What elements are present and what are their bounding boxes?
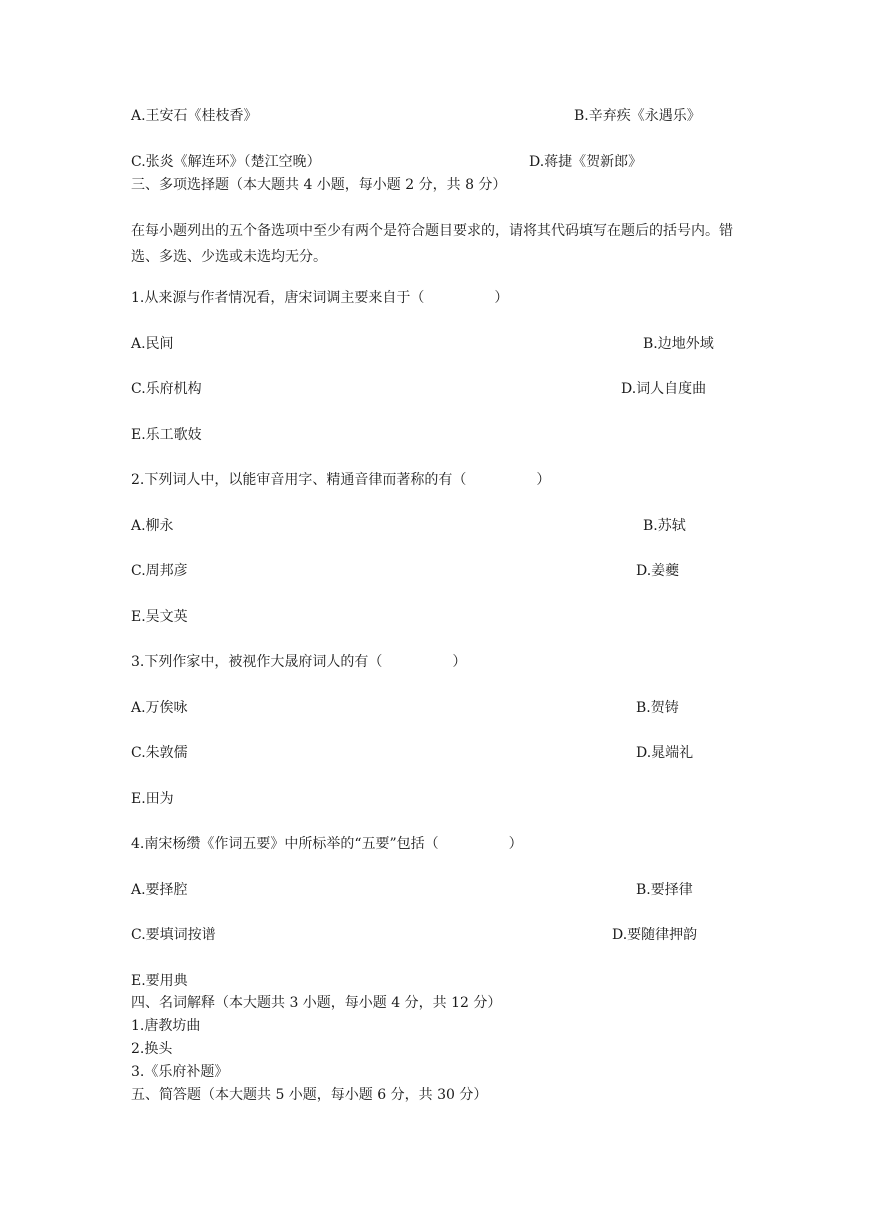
q3-option-e: E.田为 (131, 791, 174, 807)
q2-option-d: D.姜夔 (636, 563, 680, 579)
q3-option-d: D.晁端礼 (636, 745, 694, 761)
q3-stem: 3.下列作家中，被视作大晟府词人的有（ ） (131, 654, 467, 670)
q4-stem: 4.南宋杨缵《作词五要》中所标举的“五要”包括（ ） (131, 836, 523, 852)
q2-stem: 2.下列词人中，以能审音用字、精通音律而著称的有（ ） (131, 472, 551, 488)
q2-option-e: E.吴文英 (131, 609, 188, 625)
q1-option-b: B.边地外域 (643, 336, 714, 352)
q1-option-c: C.乐府机构 (131, 381, 202, 397)
q2-option-c: C.周邦彦 (131, 563, 188, 579)
q2-option-b: B.苏轼 (643, 518, 686, 534)
q4-option-a: A.要择腔 (131, 882, 188, 898)
term-item: 1.唐教坊曲 (131, 1018, 201, 1034)
section3-heading: 三、多项选择题（本大题共 4 小题，每小题 2 分，共 8 分） (131, 177, 507, 193)
section4-heading: 四、名词解释（本大题共 3 小题，每小题 4 分，共 12 分） (131, 995, 502, 1011)
q1-option-a: A.民间 (131, 336, 174, 352)
q3-option-a: A.万俟咏 (131, 700, 188, 716)
q3-option-b: B.贺铸 (636, 700, 679, 716)
prev-option-c: C.张炎《解连环》（楚江空晚） (131, 154, 321, 170)
q4-option-b: B.要择律 (636, 882, 693, 898)
q3-option-c: C.朱敦儒 (131, 745, 188, 761)
prev-option-a: A.王安石《桂枝香》 (131, 108, 258, 124)
q1-stem: 1.从来源与作者情况看，唐宋词调主要来自于（ ） (131, 290, 509, 306)
q4-option-e: E.要用典 (131, 973, 188, 989)
section3-instructions: 在每小题列出的五个备选项中至少有两个是符合题目要求的，请将其代码填写在题后的括号内。错选、多选、少选或未选均无分。 (131, 223, 733, 265)
prev-option-b: B.辛弃疾《永遇乐》 (574, 108, 701, 124)
q4-option-c: C.要填词按谱 (131, 927, 216, 943)
q1-option-d: D.词人自度曲 (621, 381, 707, 397)
prev-option-d: D.蒋捷《贺新郎》 (529, 154, 643, 170)
term-item: 2.换头 (131, 1041, 173, 1057)
q2-option-a: A.柳永 (131, 518, 174, 534)
section5-heading: 五、简答题（本大题共 5 小题，每小题 6 分，共 30 分） (131, 1087, 488, 1103)
q4-option-d: D.要随律押韵 (612, 927, 698, 943)
q1-option-e: E.乐工歌妓 (131, 427, 202, 443)
term-item: 3.《乐府补题》 (131, 1064, 229, 1080)
